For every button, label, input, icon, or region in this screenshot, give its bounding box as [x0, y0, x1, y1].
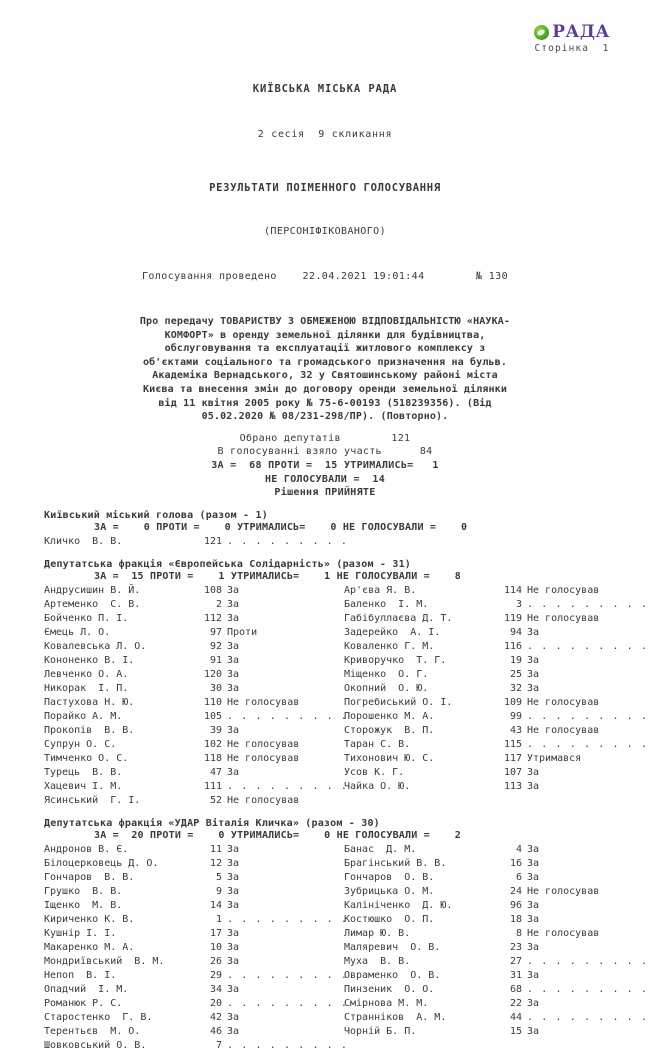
member-vote: За	[227, 584, 240, 596]
member-row	[44, 724, 334, 738]
member-card-id: 26	[209, 955, 222, 967]
member-vote-absent: . . . . . . . . .	[227, 1039, 349, 1051]
member-name: Чайка О. Ю.	[344, 780, 411, 792]
member-row	[44, 927, 334, 941]
member-card-id: 117	[503, 752, 522, 764]
member-name: Артеменко С. В.	[44, 598, 141, 610]
member-card-id: 112	[203, 612, 222, 624]
member-card-id: 1	[215, 913, 222, 925]
member-name: Зубрицька О. М.	[344, 885, 435, 897]
member-vote: За	[227, 885, 240, 897]
member-row	[344, 598, 649, 612]
member-card-id: 97	[209, 626, 222, 638]
member-card-id: 15	[509, 1025, 522, 1037]
member-card-id: 99	[509, 710, 522, 722]
member-row	[44, 941, 334, 955]
member-card-id: 22	[509, 997, 522, 1009]
member-vote: За	[227, 766, 240, 778]
member-vote: За	[527, 780, 540, 792]
member-vote-absent: . . . . . . . . .	[527, 955, 649, 967]
member-row	[344, 668, 634, 682]
member-row	[344, 780, 634, 794]
member-name: Пинзеник О. О.	[344, 983, 435, 995]
member-row	[44, 584, 334, 598]
faction-title: Депутатська фракція «Європейська Солідарність» (разом - 31)	[44, 558, 412, 570]
member-card-id: 114	[503, 584, 522, 596]
member-name: Костюшко О. П.	[344, 913, 435, 925]
member-vote: Не голосував	[227, 752, 300, 764]
member-row	[44, 612, 334, 626]
member-name: Іщенко М. В.	[44, 899, 123, 911]
member-card-id: 3	[515, 598, 522, 610]
member-vote-absent: . . . . . . . . .	[527, 710, 649, 722]
member-name: Криворучко Т. Г.	[344, 654, 447, 666]
member-card-id: 120	[203, 668, 222, 680]
member-vote: За	[527, 654, 540, 666]
tally-row: ЗА = 68 ПРОТИ = 15 УТРИМАЛИСЬ= 1	[211, 459, 439, 471]
member-row	[344, 612, 634, 626]
member-card-id: 102	[203, 738, 222, 750]
member-vote: За	[527, 1025, 540, 1037]
member-vote-absent: . . . . . . . . .	[527, 1011, 649, 1023]
member-vote-absent: . . . . . . . . .	[227, 535, 349, 547]
member-vote-absent: . . . . . . . . .	[227, 969, 349, 981]
member-vote: Не голосував	[527, 696, 600, 708]
faction-groups	[0, 510, 650, 1053]
member-name: Гончаров В. В.	[44, 871, 135, 883]
member-row	[344, 766, 634, 780]
member-name: Смірнова М. М.	[344, 997, 429, 1009]
member-vote: За	[527, 626, 540, 638]
subject-line: об'єктами соціального та громадського призначення на бульв.	[142, 356, 508, 368]
member-vote: За	[527, 941, 540, 953]
member-card-id: 34	[209, 983, 222, 995]
member-card-id: 2	[215, 598, 222, 610]
member-card-id: 44	[509, 1011, 522, 1023]
member-row	[344, 1025, 634, 1039]
member-vote: За	[227, 927, 240, 939]
member-name: Ясинський Г. І.	[44, 794, 141, 806]
faction-tally: ЗА = 15 ПРОТИ = 1 УТРИМАЛИСЬ= 1 НЕ ГОЛОСУВАЛИ = 8	[94, 570, 462, 582]
member-card-id: 6	[515, 871, 522, 883]
member-name: Романюк Р. С.	[44, 997, 123, 1009]
member-row	[344, 843, 634, 857]
member-row	[44, 871, 334, 885]
member-card-id: 107	[503, 766, 522, 778]
member-row	[344, 1011, 649, 1025]
member-name: Кличко В. В.	[44, 535, 123, 547]
member-vote: За	[527, 969, 540, 981]
member-row	[344, 913, 634, 927]
member-row	[344, 871, 634, 885]
rada-swirl-icon	[534, 25, 549, 40]
member-vote: За	[527, 899, 540, 911]
member-row	[344, 724, 634, 738]
member-vote: За	[527, 766, 540, 778]
member-name: Бойченко П. І.	[44, 612, 129, 624]
member-row	[44, 1039, 349, 1053]
member-row	[44, 535, 349, 549]
member-vote: За	[527, 871, 540, 883]
member-card-id: 43	[509, 724, 522, 736]
member-row	[44, 738, 334, 752]
member-row	[344, 927, 634, 941]
member-card-id: 14	[209, 899, 222, 911]
member-vote-absent: . . . . . . . . .	[527, 983, 649, 995]
member-row	[44, 682, 334, 696]
faction-tally: ЗА = 20 ПРОТИ = 0 УТРИМАЛИСЬ= 0 НЕ ГОЛОСУВАЛИ = 2	[94, 829, 462, 841]
member-columns	[44, 584, 650, 808]
faction-title: Київський міський голова (разом - 1)	[44, 509, 268, 521]
member-name: Білоцерковець Д. О.	[44, 857, 159, 869]
member-name: Мондриївський В. М.	[44, 955, 165, 967]
member-card-id: 115	[503, 738, 522, 750]
member-row	[44, 1025, 334, 1039]
member-row	[44, 598, 334, 612]
member-row	[344, 941, 634, 955]
member-card-id: 105	[203, 710, 222, 722]
member-vote-absent: . . . . . . . . .	[527, 738, 649, 750]
member-card-id: 11	[209, 843, 222, 855]
member-vote-absent: . . . . . . . . .	[527, 598, 649, 610]
elected-count-row	[0, 432, 650, 446]
member-name: Опадчий І. М.	[44, 983, 129, 995]
member-row	[44, 857, 334, 871]
participated-label: В голосуванні взяло участь	[217, 446, 382, 458]
member-row	[344, 752, 634, 766]
member-vote: За	[527, 682, 540, 694]
faction-tally: ЗА = 0 ПРОТИ = 0 УТРИМАЛИСЬ= 0 НЕ ГОЛОСУВАЛИ = 0	[94, 521, 468, 533]
member-card-id: 18	[509, 913, 522, 925]
member-name: Міщенко О. Г.	[344, 668, 429, 680]
member-name: Терентьєв М. О.	[44, 1025, 141, 1037]
member-card-id: 46	[209, 1025, 222, 1037]
member-name: Сторожук В. П.	[344, 724, 435, 736]
member-card-id: 7	[215, 1039, 222, 1051]
member-column-left	[44, 843, 349, 1053]
member-row	[44, 752, 334, 766]
member-row	[44, 794, 334, 808]
member-name: Лимар Ю. В.	[344, 927, 411, 939]
faction-group	[0, 510, 650, 549]
member-name: Грушко В. В.	[44, 885, 123, 897]
member-name: Задерейко А. І.	[344, 626, 441, 638]
member-card-id: 121	[203, 535, 222, 547]
member-card-id: 20	[209, 997, 222, 1009]
member-name: Странніков А. М.	[344, 1011, 447, 1023]
member-card-id: 17	[209, 927, 222, 939]
member-card-id: 119	[503, 612, 522, 624]
member-vote-absent: . . . . . . . . .	[227, 997, 349, 1009]
member-row	[44, 626, 334, 640]
member-name: Ковалевська Л. О.	[44, 640, 147, 652]
member-card-id: 23	[509, 941, 522, 953]
member-name: Окопний О. Ю.	[344, 682, 429, 694]
member-name: Кушнір І. І.	[44, 927, 117, 939]
faction-title: Депутатська фракція «УДАР Віталія Кличка» (разом - 30)	[44, 817, 380, 829]
member-row	[344, 983, 649, 997]
vote-meta-line: Голосування проведено 22.04.2021 19:01:44 № 130	[142, 271, 508, 282]
member-name: Порайко А. М.	[44, 710, 123, 722]
member-card-id: 111	[203, 780, 222, 792]
member-card-id: 16	[509, 857, 522, 869]
member-row	[44, 969, 349, 983]
member-row	[44, 983, 334, 997]
member-vote: За	[227, 983, 240, 995]
member-row	[44, 654, 334, 668]
council-title: КИЇВСЬКА МІСЬКА РАДА	[252, 83, 398, 95]
member-name: Андрусишин В. Й.	[44, 584, 141, 596]
member-vote: За	[227, 640, 240, 652]
member-name: Хацевич І. М.	[44, 780, 123, 792]
member-vote: Не голосував	[527, 885, 600, 897]
rada-logo	[512, 22, 632, 42]
member-column-right	[334, 535, 634, 549]
member-name: Старостенко Г. В.	[44, 1011, 153, 1023]
member-row	[344, 899, 634, 913]
member-vote: За	[227, 682, 240, 694]
member-vote: Не голосував	[527, 612, 600, 624]
member-column-left	[44, 535, 349, 549]
member-name: Коваленко Г. М.	[344, 640, 435, 652]
member-card-id: 110	[203, 696, 222, 708]
member-name: Баленко І. М.	[344, 598, 429, 610]
member-name: Калініченко Д. Ю.	[344, 899, 453, 911]
member-vote: Не голосував	[227, 696, 300, 708]
member-card-id: 10	[209, 941, 222, 953]
member-vote: За	[227, 1011, 240, 1023]
member-card-id: 39	[209, 724, 222, 736]
member-vote: За	[527, 913, 540, 925]
participated-row	[0, 445, 650, 459]
member-card-id: 12	[209, 857, 222, 869]
member-name: Погребиський О. І.	[344, 696, 453, 708]
member-vote: За	[227, 598, 240, 610]
member-name: Левченко О. А.	[44, 668, 129, 680]
elected-value: 121	[391, 432, 411, 444]
member-name: Таран С. В.	[344, 738, 411, 750]
member-vote: За	[527, 843, 540, 855]
member-row	[344, 654, 634, 668]
member-name: Ємець Л. О.	[44, 626, 111, 638]
member-row	[344, 738, 649, 752]
member-row	[344, 885, 634, 899]
subject-line: Києва та внесення змін до договору оренди земельної ділянки	[142, 383, 508, 395]
member-card-id: 32	[509, 682, 522, 694]
member-name: Супрун О. С.	[44, 738, 117, 750]
member-row	[344, 584, 634, 598]
member-vote: За	[227, 899, 240, 911]
member-name: Непоп В. І.	[44, 969, 117, 981]
member-row	[44, 885, 334, 899]
member-vote: Не голосував	[527, 584, 600, 596]
results-title: РЕЗУЛЬТАТИ ПОІМЕННОГО ГОЛОСУВАННЯ	[209, 182, 441, 194]
member-vote: За	[227, 871, 240, 883]
member-name: Маляревич О. В.	[344, 941, 441, 953]
rada-logo-block	[512, 22, 632, 54]
member-vote: За	[227, 1025, 240, 1037]
member-card-id: 8	[515, 927, 522, 939]
subject-line: обслуговування та експлуатації житлового комплексу з	[164, 343, 486, 355]
subject-line: КОМФОРТ» в оренду земельної ділянки для будівництва,	[164, 329, 486, 341]
member-column-left	[44, 584, 349, 808]
member-card-id: 31	[509, 969, 522, 981]
vote-subject	[0, 315, 650, 424]
member-row	[44, 843, 334, 857]
elected-label: Обрано депутатів	[239, 432, 341, 444]
member-card-id: 116	[503, 640, 522, 652]
member-name: Турець В. В.	[44, 766, 123, 778]
member-row	[44, 766, 334, 780]
member-name: Банас Д. М.	[344, 843, 417, 855]
member-vote-absent: . . . . . . . . .	[527, 640, 649, 652]
member-vote-absent: . . . . . . . . .	[227, 780, 349, 792]
member-card-id: 5	[215, 871, 222, 883]
page-number-label: Сторінка 1	[534, 43, 610, 54]
member-card-id: 24	[509, 885, 522, 897]
member-row	[344, 997, 634, 1011]
member-name: Кононенко В. І.	[44, 654, 135, 666]
member-name: Шовковський О. В.	[44, 1039, 147, 1051]
member-card-id: 68	[509, 983, 522, 995]
member-row	[344, 626, 634, 640]
member-name: Кириченко К. В.	[44, 913, 135, 925]
subject-line: від 11 квітня 2005 року № 75-6-00193 (518239356). (Від	[158, 397, 492, 409]
member-row	[44, 913, 349, 927]
member-name: Чорній Б. П.	[344, 1025, 417, 1037]
member-row	[344, 682, 634, 696]
member-vote: Не голосував	[527, 927, 600, 939]
member-card-id: 9	[215, 885, 222, 897]
member-vote: За	[227, 654, 240, 666]
member-name: Порошенко М. А.	[344, 710, 435, 722]
member-card-id: 30	[209, 682, 222, 694]
member-row	[44, 780, 349, 794]
member-card-id: 94	[509, 626, 522, 638]
member-vote: За	[227, 857, 240, 869]
member-row	[344, 969, 634, 983]
rada-brand-text: РАДА	[552, 21, 610, 42]
member-vote: Не голосував	[227, 794, 300, 806]
not-voted-row: НЕ ГОЛОСУВАЛИ = 14	[264, 473, 386, 485]
member-card-id: 96	[509, 899, 522, 911]
member-name: Прокопів В. В.	[44, 724, 135, 736]
member-card-id: 29	[209, 969, 222, 981]
member-row	[344, 955, 649, 969]
member-vote: За	[227, 843, 240, 855]
session-line: 2 сесія 9 скликання	[257, 129, 393, 140]
member-vote: За	[227, 724, 240, 736]
member-vote: За	[227, 612, 240, 624]
member-vote: Утримався	[527, 752, 582, 764]
member-vote-absent: . . . . . . . . .	[227, 710, 349, 722]
member-row	[344, 640, 649, 654]
member-vote: Не голосував	[527, 724, 600, 736]
member-column-right	[334, 584, 649, 808]
member-name: Овраменко О. В.	[344, 969, 441, 981]
member-card-id: 19	[509, 654, 522, 666]
subject-line: Академіка Вернадського, 32 у Святошинському районі міста	[152, 370, 498, 382]
decision-row: Рішення ПРИЙНЯТЕ	[274, 487, 376, 499]
member-card-id: 91	[209, 654, 222, 666]
member-card-id: 118	[203, 752, 222, 764]
member-card-id: 52	[209, 794, 222, 806]
member-row	[44, 997, 349, 1011]
member-row	[344, 710, 649, 724]
member-name: Никорак І. П.	[44, 682, 129, 694]
member-vote: За	[227, 941, 240, 953]
member-vote: Проти	[227, 626, 258, 638]
member-columns	[44, 535, 650, 549]
member-columns	[44, 843, 650, 1053]
member-row	[44, 640, 334, 654]
member-row	[44, 668, 334, 682]
personified-label: (ПЕРСОНІФІКОВАНОГО)	[264, 226, 386, 237]
member-card-id: 92	[209, 640, 222, 652]
member-card-id: 25	[509, 668, 522, 680]
vote-totals	[0, 432, 650, 500]
member-vote: За	[527, 857, 540, 869]
member-name: Габібуллаєва Д. Т.	[344, 612, 453, 624]
member-vote-absent: . . . . . . . . .	[227, 913, 349, 925]
member-name: Пастухова Н. Ю.	[44, 696, 135, 708]
member-name: Тихонович Ю. С.	[344, 752, 435, 764]
member-column-right	[334, 843, 649, 1053]
member-card-id: 113	[503, 780, 522, 792]
member-card-id: 47	[209, 766, 222, 778]
member-card-id: 42	[209, 1011, 222, 1023]
member-card-id: 27	[509, 955, 522, 967]
member-row	[344, 696, 634, 710]
member-row	[344, 857, 634, 871]
member-name: Гончаров О. В.	[344, 871, 435, 883]
member-card-id: 4	[515, 843, 522, 855]
faction-group	[0, 818, 650, 1053]
member-name: Муха В. В.	[344, 955, 411, 967]
participated-value: 84	[419, 446, 433, 458]
member-name: Андронов В. Є.	[44, 843, 129, 855]
member-name: Брагінський В. В.	[344, 857, 447, 869]
member-row	[44, 955, 334, 969]
member-name: Тимченко О. С.	[44, 752, 129, 764]
member-vote: За	[227, 955, 240, 967]
member-name: Ар'єва Я. В.	[344, 584, 417, 596]
member-card-id: 108	[203, 584, 222, 596]
member-vote: За	[527, 668, 540, 680]
member-vote: За	[527, 997, 540, 1009]
member-row	[44, 899, 334, 913]
member-card-id: 109	[503, 696, 522, 708]
member-vote: За	[227, 668, 240, 680]
member-vote: Не голосував	[227, 738, 300, 750]
member-row	[44, 696, 334, 710]
subject-line: 05.02.2020 № 08/231-298/ПР). (Повторно).	[201, 411, 449, 423]
faction-group	[0, 559, 650, 808]
member-name: Усов К. Г.	[344, 766, 405, 778]
member-name: Макаренко М. А.	[44, 941, 135, 953]
member-row	[44, 710, 349, 724]
subject-line: Про передачу ТОВАРИСТВУ З ОБМЕЖЕНОЮ ВІДПОВІДАЛЬНІСТЮ «НАУКА-	[139, 316, 511, 327]
member-row	[44, 1011, 334, 1025]
